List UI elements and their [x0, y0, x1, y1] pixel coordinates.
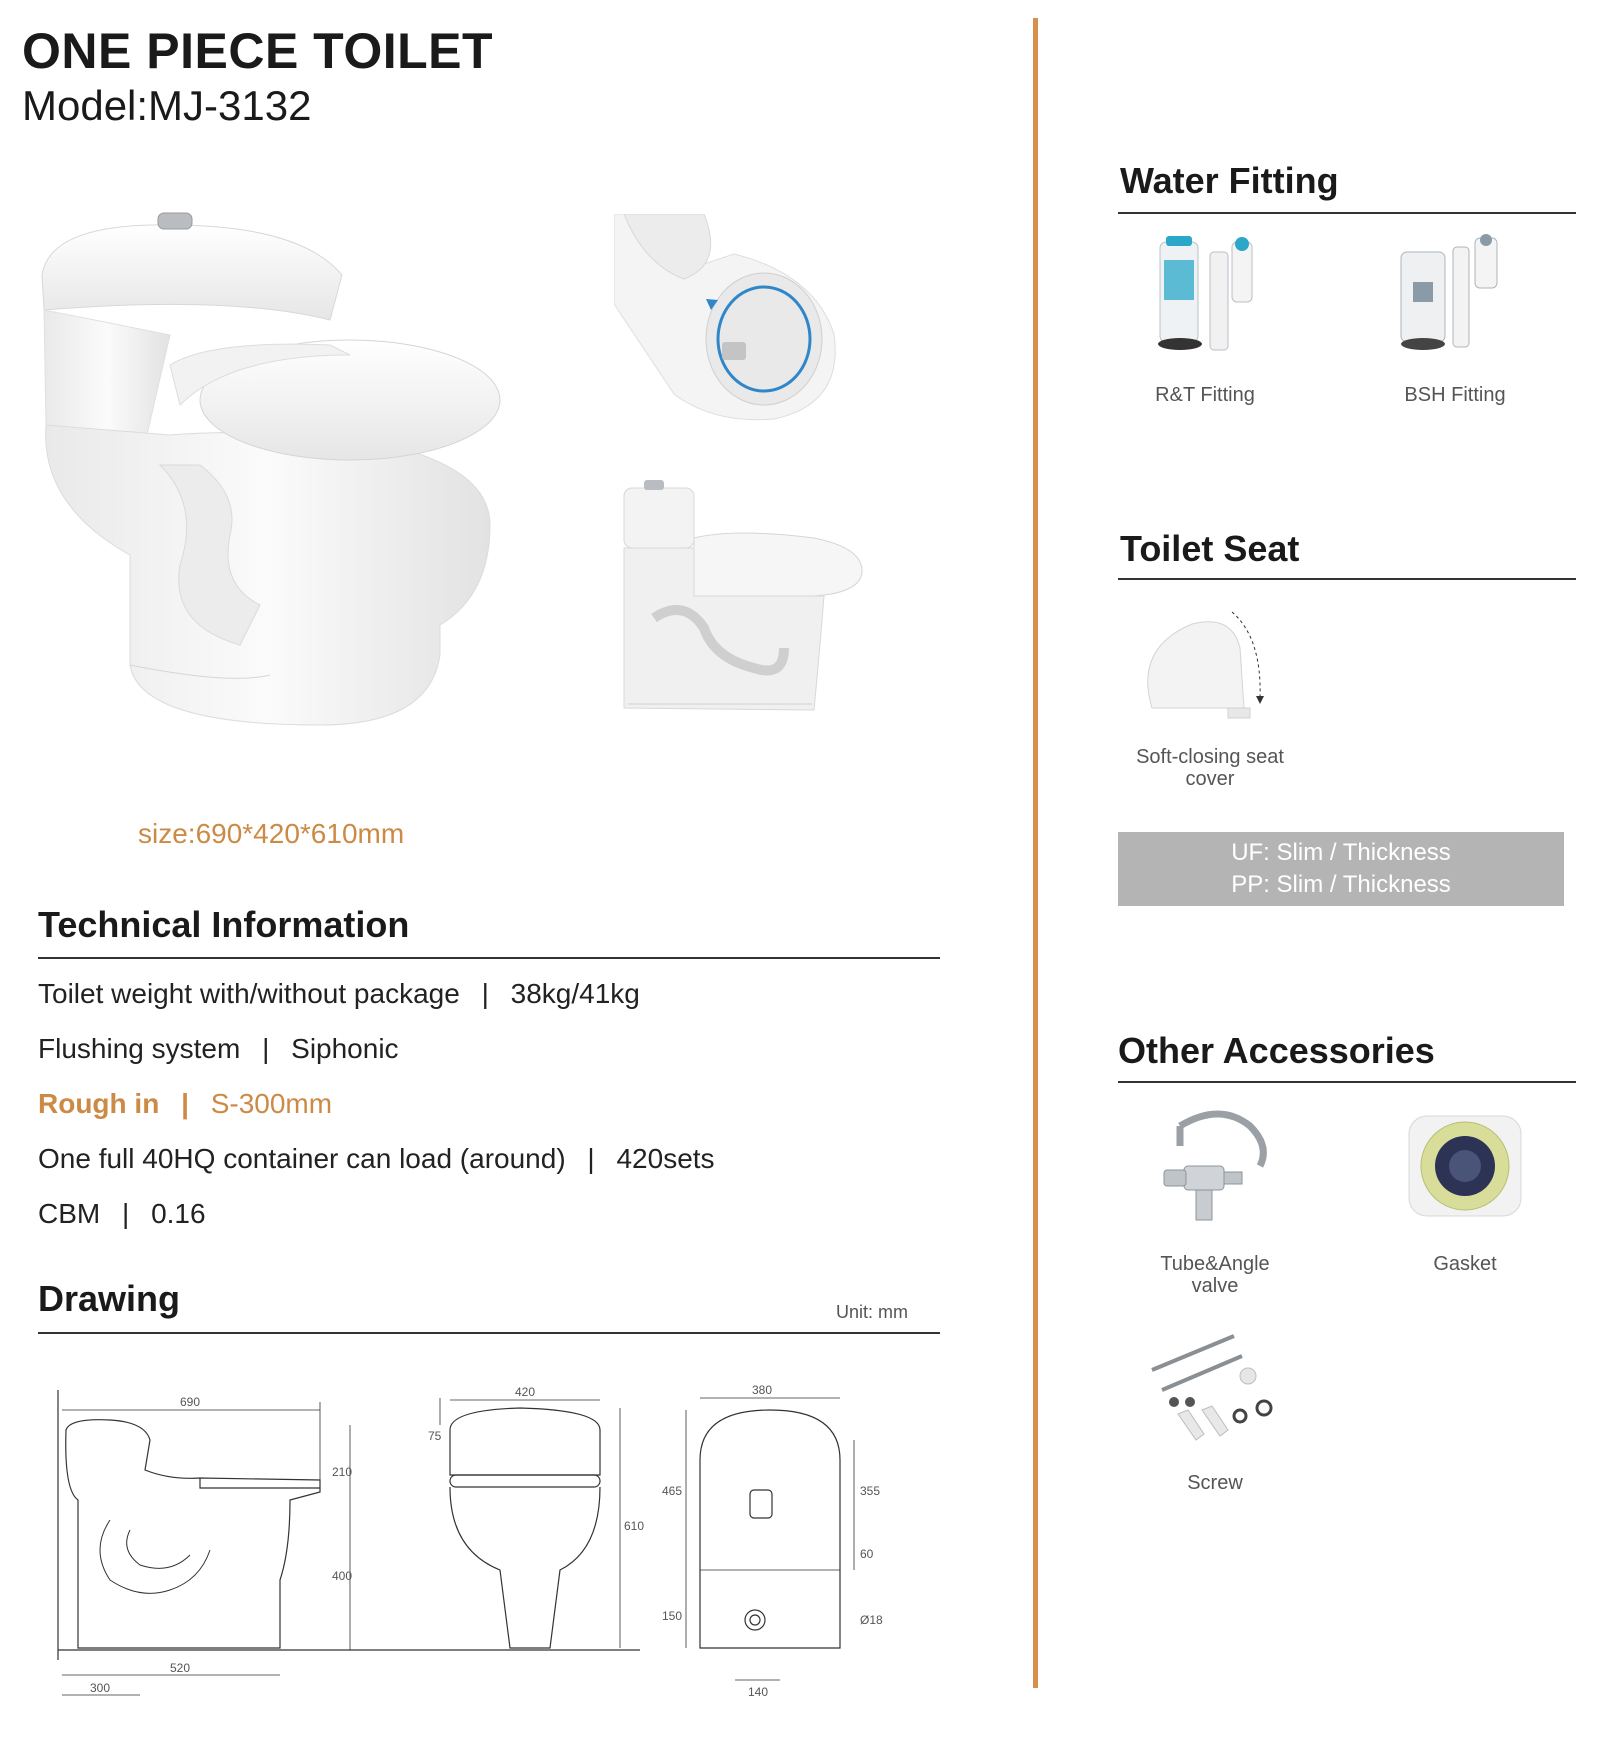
- accessories-divider: [1118, 1081, 1576, 1083]
- angle-valve-icon: [1160, 1106, 1280, 1236]
- model-number: Model:MJ-3132: [22, 82, 312, 129]
- bowl-top-view-image: [614, 214, 854, 424]
- seat-caption-line2: cover: [1185, 768, 1235, 790]
- tech-value: 0.16: [151, 1198, 206, 1229]
- screw-set-icon: [1148, 1330, 1288, 1450]
- accessories-heading: Other Accessories: [1118, 1030, 1435, 1071]
- tech-row-flushing: [38, 1033, 399, 1065]
- tech-value: 420sets: [616, 1143, 715, 1174]
- accessory-caption: [1140, 1253, 1290, 1297]
- seat-caption-line1: Soft-closing seat: [1136, 746, 1284, 768]
- tech-separator: |: [122, 1198, 130, 1229]
- dim-to-outlet: 355: [860, 1484, 881, 1498]
- technical-divider: [38, 957, 940, 959]
- tech-label: One full 40HQ container can load (around): [38, 1143, 566, 1174]
- top-view-drawing: [686, 1398, 854, 1680]
- accessory-caption: Screw: [1187, 1472, 1243, 1494]
- tech-label: Flushing system: [38, 1033, 241, 1064]
- seat-material-note: [1118, 832, 1564, 906]
- unit-label: Unit: mm: [836, 1302, 908, 1322]
- fill-valve-icon: [1150, 232, 1270, 362]
- dim-base: 520: [170, 1661, 191, 1675]
- dim-side-length: 690: [180, 1395, 201, 1409]
- dim-top-width: 380: [752, 1383, 773, 1397]
- dim-top-depth: 465: [662, 1484, 683, 1498]
- dim-diameter: Ø18: [860, 1613, 883, 1627]
- tech-row-weight: [38, 978, 640, 1010]
- technical-drawing: [50, 1380, 930, 1730]
- product-title: ONE PIECE TOILET: [22, 23, 494, 79]
- water-fitting-divider: [1118, 212, 1576, 214]
- column-divider: [1033, 18, 1038, 1688]
- toilet-seat-heading: Toilet Seat: [1120, 528, 1300, 569]
- dim-front-width: 420: [515, 1385, 536, 1399]
- note-line-uf: UF: Slim / Thickness: [1231, 839, 1451, 866]
- accessory-caption: Gasket: [1433, 1253, 1497, 1275]
- dim-tank-height: 210: [332, 1465, 353, 1479]
- dim-gap: 60: [860, 1547, 874, 1561]
- seat-cover-icon: [1132, 608, 1272, 728]
- dim-front-top: 75: [428, 1429, 442, 1443]
- tech-label: Toilet weight with/without package: [38, 978, 460, 1009]
- tech-separator: |: [181, 1088, 189, 1119]
- fill-valve-icon: [1395, 232, 1515, 362]
- fitting-caption: R&T Fitting: [1155, 384, 1255, 406]
- seat-caption: [1120, 746, 1300, 790]
- main-toilet-image: [30, 205, 530, 755]
- tech-separator: |: [587, 1143, 595, 1174]
- dim-rear: 150: [662, 1609, 683, 1623]
- dim-rough-in: 300: [90, 1681, 111, 1695]
- toilet-seat-divider: [1118, 578, 1576, 580]
- dim-front-height: 610: [624, 1519, 645, 1533]
- accessory-caption-line2: valve: [1191, 1275, 1239, 1297]
- dim-bowl-height: 400: [332, 1569, 353, 1583]
- front-view-drawing: [440, 1398, 620, 1648]
- drawing-heading: Drawing: [38, 1278, 181, 1319]
- tech-label: Rough in: [38, 1088, 160, 1119]
- wax-gasket-icon: [1405, 1112, 1525, 1222]
- side-view-drawing: [58, 1390, 640, 1695]
- dim-bolt-spacing: 140: [748, 1685, 769, 1699]
- tech-label: CBM: [38, 1198, 101, 1229]
- technical-heading: Technical Information: [38, 904, 410, 945]
- tech-separator: |: [481, 978, 489, 1009]
- note-line-pp: PP: Slim / Thickness: [1231, 871, 1451, 898]
- tech-row-rough-in: [38, 1088, 332, 1120]
- tech-row-container: [38, 1143, 715, 1175]
- tech-value: S-300mm: [210, 1088, 333, 1119]
- tech-row-cbm: [38, 1198, 206, 1230]
- water-fitting-heading: Water Fitting: [1120, 160, 1339, 201]
- side-cutaway-image: [614, 478, 874, 718]
- drawing-divider: [38, 1332, 940, 1334]
- size-label: size:690*420*610mm: [138, 818, 405, 849]
- tech-value: 38kg/41kg: [510, 978, 640, 1009]
- tech-value: Siphonic: [291, 1033, 399, 1064]
- accessory-caption-line1: Tube&Angle: [1160, 1253, 1270, 1275]
- tech-separator: |: [262, 1033, 270, 1064]
- fitting-caption: BSH Fitting: [1404, 384, 1506, 406]
